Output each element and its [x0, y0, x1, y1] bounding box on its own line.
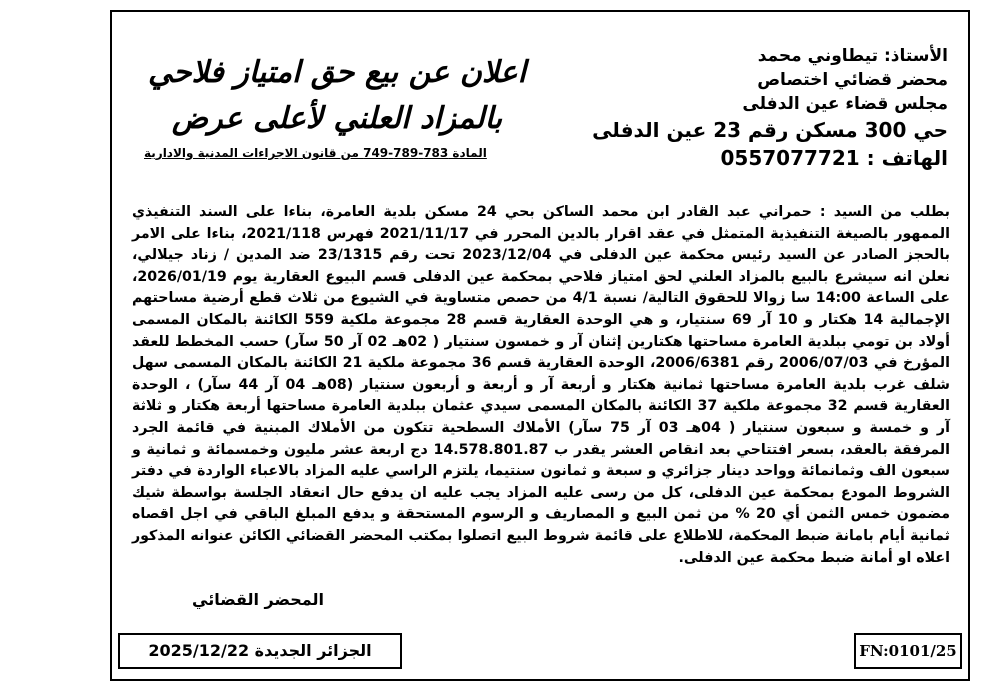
publication-box: الجزائر الجديدة 2025/12/22: [118, 633, 402, 669]
announcement-title-block: [132, 50, 542, 160]
bailiff-header: [592, 44, 948, 172]
announcement-frame: [110, 10, 970, 681]
fn-box: FN:0101/25: [854, 633, 962, 669]
announcement-title-line1: اعلان عن بيع حق امتياز فلاحي: [148, 55, 526, 90]
legal-article-reference: المادة 783-789-749 من قانون الاجراءات المدنية والادارية: [144, 146, 487, 160]
signature: المحضر القضائي: [192, 590, 325, 609]
announcement-paragraph: بطلب من السيد : حمراني عبد القادر ابن محمد الساكن بحي 24 مسكن بلدية العامرة، بناءا على السند التنفيذي الممهور بالصيغة التنفيذية المتمثل في عقد اقرار بالدين المحرر في 2021/11/17 فهرس 2021/118، بناءا على الامر بالحجز الصادر عن السيد رئيس محكمة عين الدفلى في 2023/12/04 تحت رقم 23/1315 ضد المدين / زناد جيلالي، نعلن انه سيشرع بالبيع بالمزاد العلني لحق امتياز فلاحي بمحكمة عين الدفلى قسم البيوع العقارية يوم 2026/01/19، على الساعة 14:00 سا زوالا للحقوق التالية/ نسبة 4/1 من حصص متساوية في الشيوع من ثلاث قطع أرضية مساحتهم الإجمالية 14 هكتار و 10 آر 69 سنتيار، و هي الوحدة العقارية قسم 28 مجموعة ملكية 559 الكائنة بالمكان المسمى أولاد بن تومي ببلدية العامرة مساحتها هكتارين إثنان آر و خمسون سنتيار ( 02هـ 02 آر 50 سآر) حسب المخطط للعقد المؤرخ في 2006/07/03 رقم 2006/6381، الوحدة العقارية قسم 36 مجموعة ملكية 21 الكائنة بالمكان المسمى سهل شلف غرب بلدية العامرة مساحتها ثمانية هكتار و أربعة آر و أربعة و أربعون سنتيار (08هـ 04 آر 44 سآر) ، الوحدة العقارية قسم 32 مجموعة ملكية 37 الكائنة بالمكان المسمى سيدي عثمان ببلدية العامرة مساحتها أربعة هكتار و ثلاثة آر و خمسة و سبعون سنتيار ( 04هـ 03 آر 75 سآر) الأملاك السطحية تتكون من الأملاك المبنية في قائمة الجرد المرفقة بالعقد، بسعر افتتاحي بعد انقاص العشر يقدر ب 14.578.801.87 دج اربعة عشر مليون وخمسمائة و ثمانية و سبعون الف وثمانمائة وواحد دينار جزائري و سبعة و ثمانون سنتيما، يلتزم الراسي عليه المزاد بالاعباء الواردة في دفتر الشروط المودع بمحكمة عين الدفلى، كل من رسى عليه المزاد يجب عليه ان يدفع حال انعقاد الجلسة بواسطة شيك مضمون خمس الثمن أي 20 % من ثمن البيع و المصاريف و الرسوم المستحقة و يدفع المبلغ الباقي في اجل اقصاه ثمانية أيام بامانة ضبط المحكمة، للاطلاع على قائمة شروط البيع اتصلوا بمكتب المحضر القضائي الكائن عنوانه المذكور اعلاه او أمانة ضبط محكمة عين الدفلى.: [132, 204, 950, 566]
announcement-body: [132, 202, 950, 569]
bailiff-phone: الهاتف : 0557077721: [720, 146, 948, 170]
bailiff-name: الأستاذ: تيطاوني محمد: [757, 46, 948, 66]
bailiff-title: محضر قضائي اختصاص: [757, 70, 948, 90]
bailiff-address: حي 300 مسكن رقم 23 عين الدفلى: [592, 118, 948, 142]
bailiff-court: مجلس قضاء عين الدفلى: [742, 94, 948, 114]
announcement-title-line2: بالمزاد العلني لأعلى عرض: [171, 101, 503, 136]
